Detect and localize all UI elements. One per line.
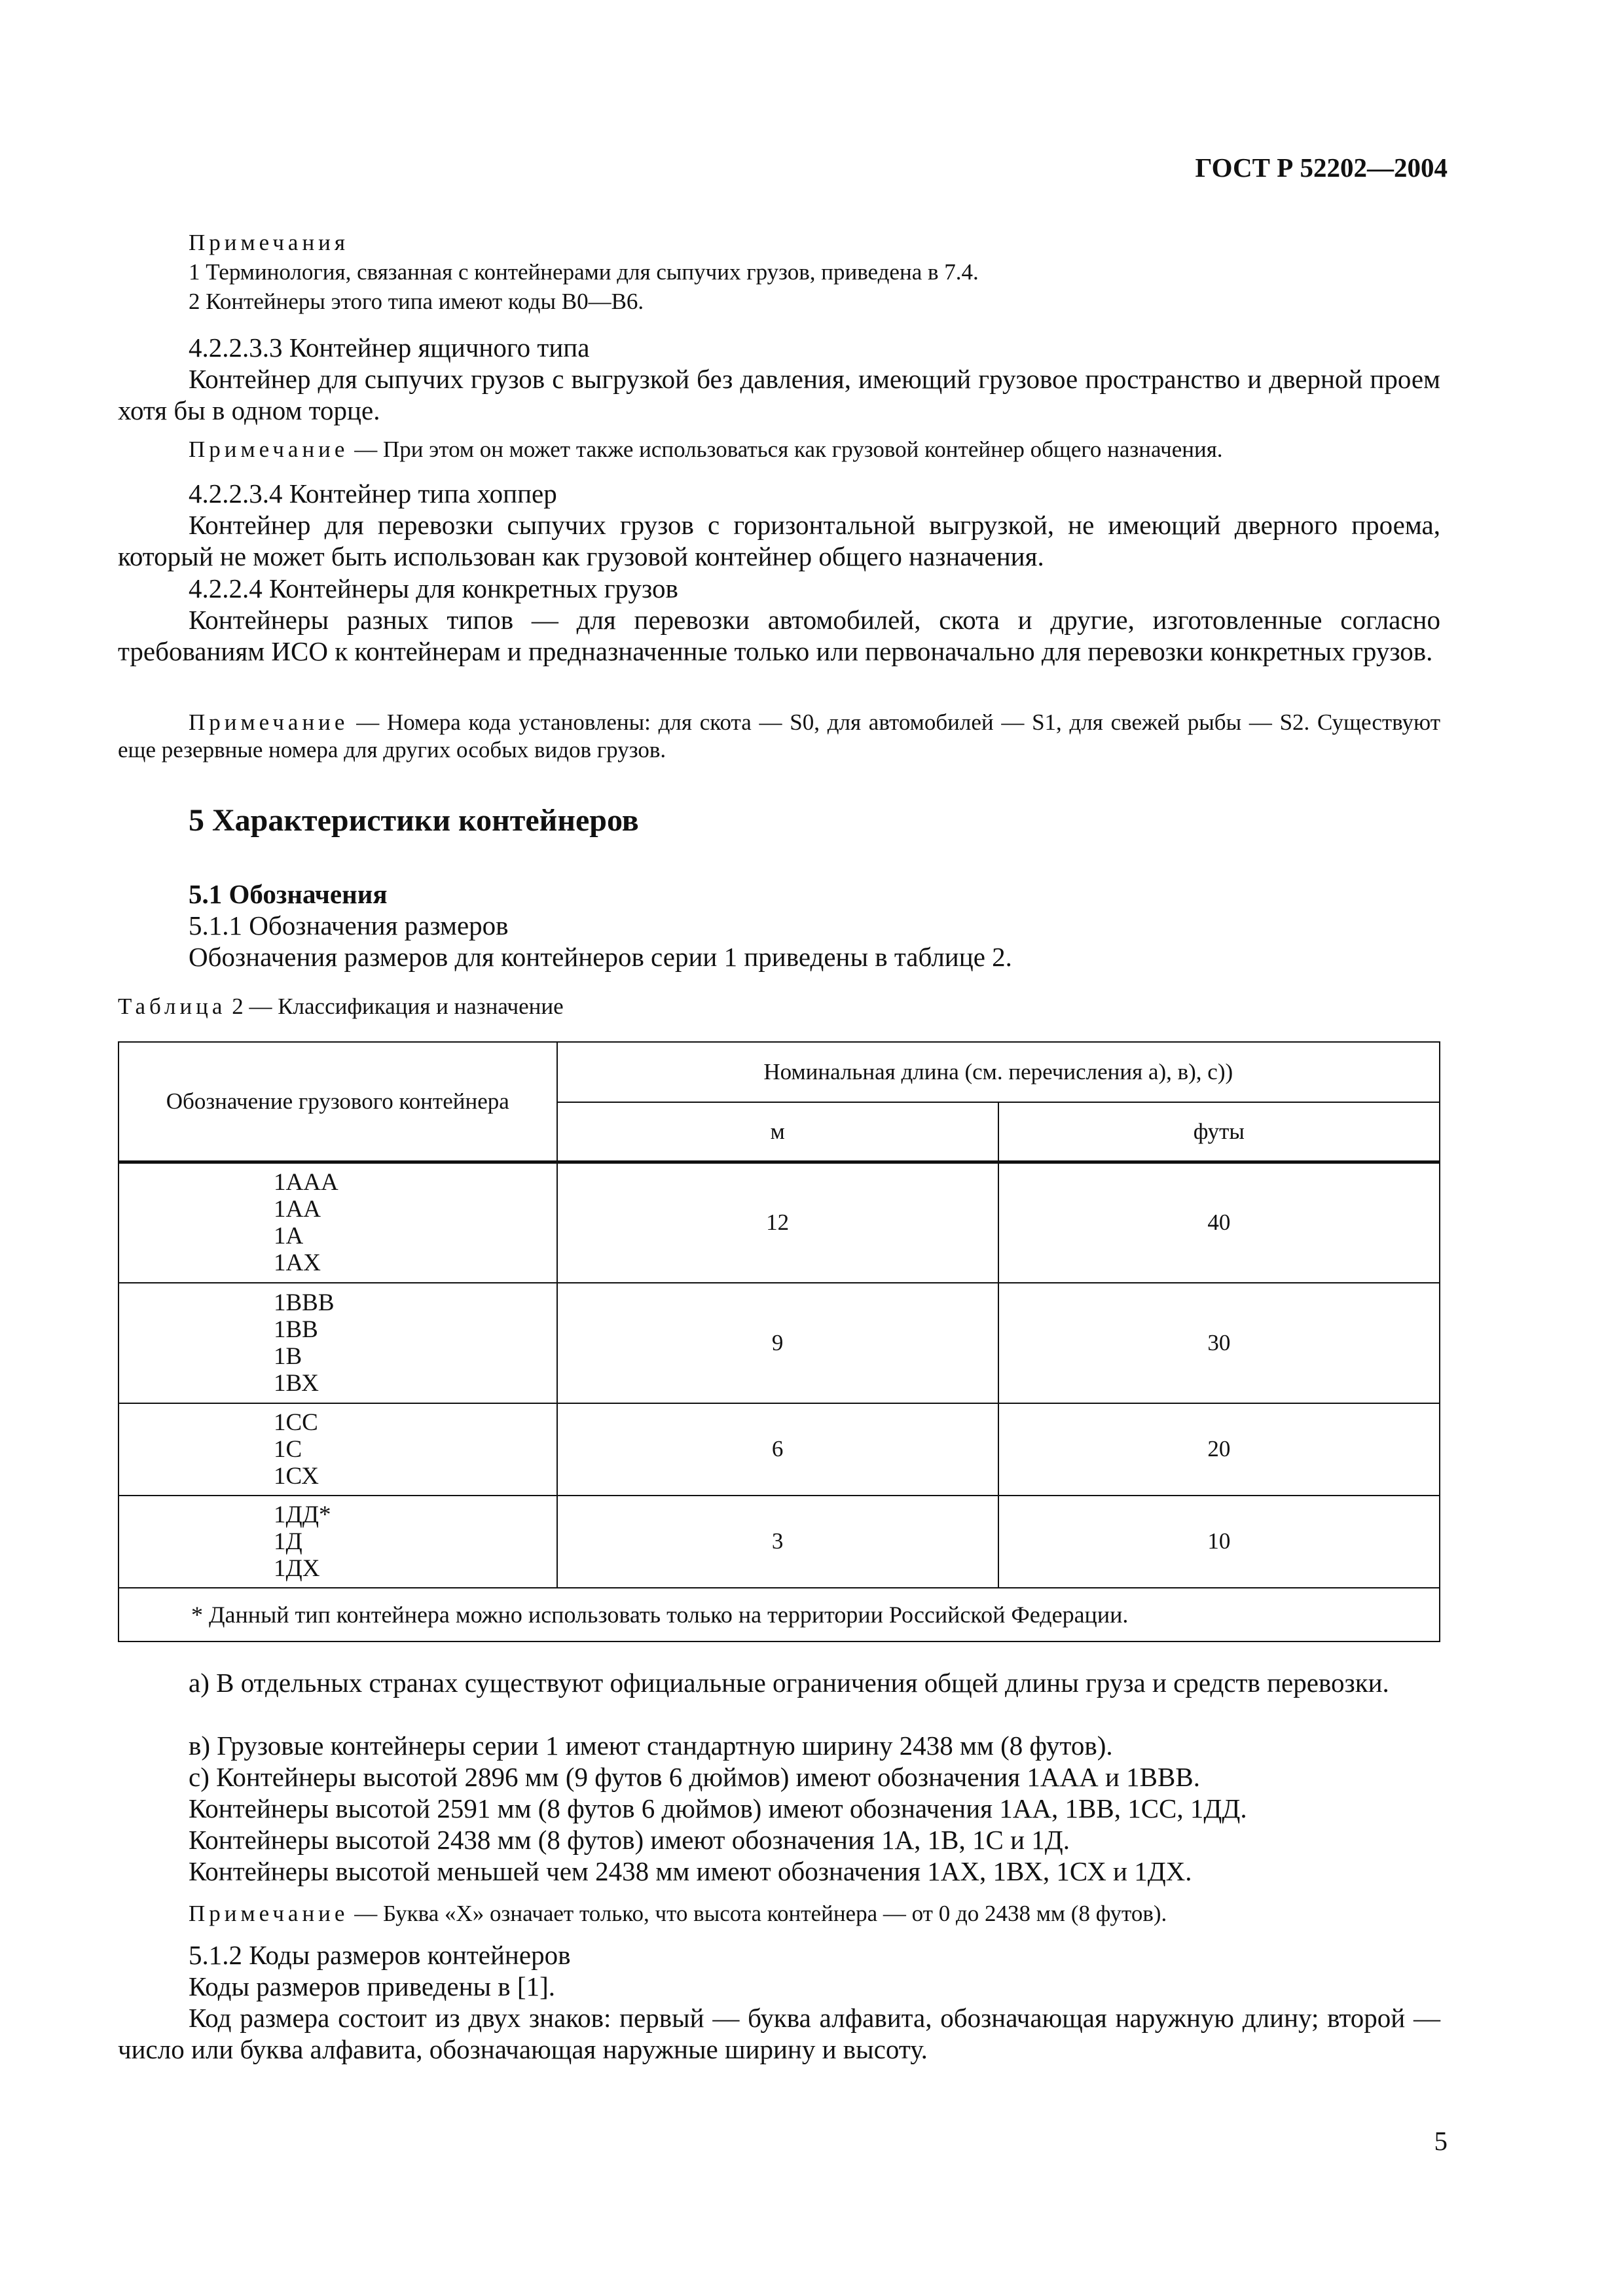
table-row — [119, 1283, 1440, 1403]
remark-note: Примечание — Буква «Х» означает только, что высота контейнера — от 0 до 2438 мм (8 футов). — [189, 1901, 1167, 1926]
notes-title: Примечания — [189, 230, 350, 255]
note-line-1: 1 Терминология, связанная с контейнерами для сыпучих грузов, приведена в 7.4. — [189, 259, 979, 285]
table-header-ft: футы — [998, 1102, 1440, 1162]
remark-a: а) В отдельных странах существуют официальные ограничения общей длины груза и средств перевозки. — [189, 1668, 1389, 1698]
code-item: 1ДД* — [274, 1501, 331, 1528]
section-5-1-2-line-2: Код размера состоит из двух знаков: первый — буква алфавита, обозначающая наружную длину; второй — число или буква алфавита, обозначающая наружные ширину и высоту. — [118, 2003, 1440, 2064]
table-cell-codes — [119, 1403, 557, 1496]
table-cell-codes — [119, 1496, 557, 1588]
remark-c1: с) Контейнеры высотой 2896 мм (9 футов 6 дюймов) имеют обозначения 1ААА и 1ВВВ. — [189, 1762, 1200, 1792]
remark-c4: Контейнеры высотой меньшей чем 2438 мм имеют обозначения 1АХ, 1ВХ, 1СХ и 1ДХ. — [189, 1856, 1192, 1886]
table-header-length: Номинальная длина (см. перечисления а), в), с)) — [557, 1042, 1440, 1102]
table-cell-codes — [119, 1162, 557, 1283]
page-number: 5 — [1434, 2126, 1448, 2156]
code-item: 1ААА — [274, 1169, 338, 1196]
code-item: 1ВВ — [274, 1316, 318, 1343]
table-cell-codes — [119, 1283, 557, 1403]
section-5-title: 5 Характеристики контейнеров — [189, 803, 639, 838]
table-cell-ft: 30 — [998, 1283, 1440, 1403]
table-header-designation: Обозначение грузового контейнера — [119, 1042, 557, 1162]
section-heading-4-2-2-4: 4.2.2.4 Контейнеры для конкретных грузов — [189, 573, 678, 603]
table-2 — [118, 1041, 1440, 1642]
table-row — [119, 1403, 1440, 1496]
code-item: 1ВВВ — [274, 1289, 335, 1316]
table-2-caption: Таблица 2 — Классификация и назначение — [118, 994, 564, 1019]
section-text-4-2-2-3-4: Контейнер для перевозки сыпучих грузов с горизонтальной выгрузкой, не имеющий дверного проема, который не может быть использован как грузовой контейнер общего назначения. — [118, 510, 1440, 571]
section-5-1-title: 5.1 Обозначения — [189, 879, 388, 909]
table-cell-ft: 20 — [998, 1403, 1440, 1496]
section-5-1-2-line-1: Коды размеров приведены в [1]. — [189, 1971, 555, 2001]
code-item: 1ДХ — [274, 1554, 320, 1582]
table-header-m: м — [557, 1102, 998, 1162]
table-cell-m: 3 — [557, 1496, 998, 1588]
code-item: 1С — [274, 1435, 302, 1463]
code-item: 1ВХ — [274, 1369, 319, 1397]
table-cell-m: 9 — [557, 1283, 998, 1403]
remark-b: в) Грузовые контейнеры серии 1 имеют стандартную ширину 2438 мм (8 футов). — [189, 1731, 1113, 1761]
code-item: 1СС — [274, 1408, 318, 1436]
table-row — [119, 1162, 1440, 1283]
code-item: 1АХ — [274, 1249, 321, 1277]
table-row — [119, 1496, 1440, 1588]
section-5-1-2-title: 5.1.2 Коды размеров контейнеров — [189, 1940, 571, 1970]
note-4-2-2-3-3: Примечание — При этом он может также использоваться как грузовой контейнер общего назначения. — [189, 437, 1223, 462]
code-item: 1Д — [274, 1528, 302, 1555]
remark-c3: Контейнеры высотой 2438 мм (8 футов) имеют обозначения 1А, 1В, 1С и 1Д. — [189, 1825, 1070, 1855]
code-item: 1А — [274, 1223, 304, 1250]
section-text-4-2-2-3-3: Контейнер для сыпучих грузов с выгрузкой без давления, имеющий грузовое пространство и дверной проем хотя бы в одном торце. — [118, 364, 1440, 425]
table-cell-m: 6 — [557, 1403, 998, 1496]
table-cell-m: 12 — [557, 1162, 998, 1283]
note-line-2: 2 Контейнеры этого типа имеют коды В0—В6. — [189, 289, 644, 314]
table-footnote-row — [119, 1588, 1440, 1641]
section-5-1-1-title: 5.1.1 Обозначения размеров — [189, 910, 509, 941]
code-item: 1В — [274, 1342, 302, 1370]
section-text-4-2-2-4: Контейнеры разных типов — для перевозки автомобилей, скота и другие, изготовленные согласно требованиям ИСО к контейнерам и предназначенные только или первоначально для перевозки конкретных грузов. — [118, 605, 1440, 666]
section-heading-4-2-2-3-3: 4.2.2.3.3 Контейнер ящичного типа — [189, 332, 590, 363]
note-4-2-2-4: Примечание — Номера кода установлены: для скота — S0, для автомобилей — S1, для свежей рыбы — S2. Существуют еще резервные номера для других особых видов грузов. — [118, 709, 1440, 762]
code-item: 1СХ — [274, 1462, 319, 1490]
code-item: 1АА — [274, 1196, 321, 1223]
section-5-1-1-text: Обозначения размеров для контейнеров серии 1 приведены в таблице 2. — [189, 942, 1012, 972]
table-cell-ft: 40 — [998, 1162, 1440, 1283]
remark-c2: Контейнеры высотой 2591 мм (8 футов 6 дюймов) имеют обозначения 1АА, 1ВВ, 1СС, 1ДД. — [189, 1793, 1247, 1823]
table-cell-ft: 10 — [998, 1496, 1440, 1588]
section-heading-4-2-2-3-4: 4.2.2.3.4 Контейнер типа хоппер — [189, 478, 557, 509]
document-header: ГОСТ Р 52202—2004 — [1195, 152, 1448, 183]
table-footnote: * Данный тип контейнера можно использовать только на территории Российской Федерации. — [119, 1588, 1440, 1641]
